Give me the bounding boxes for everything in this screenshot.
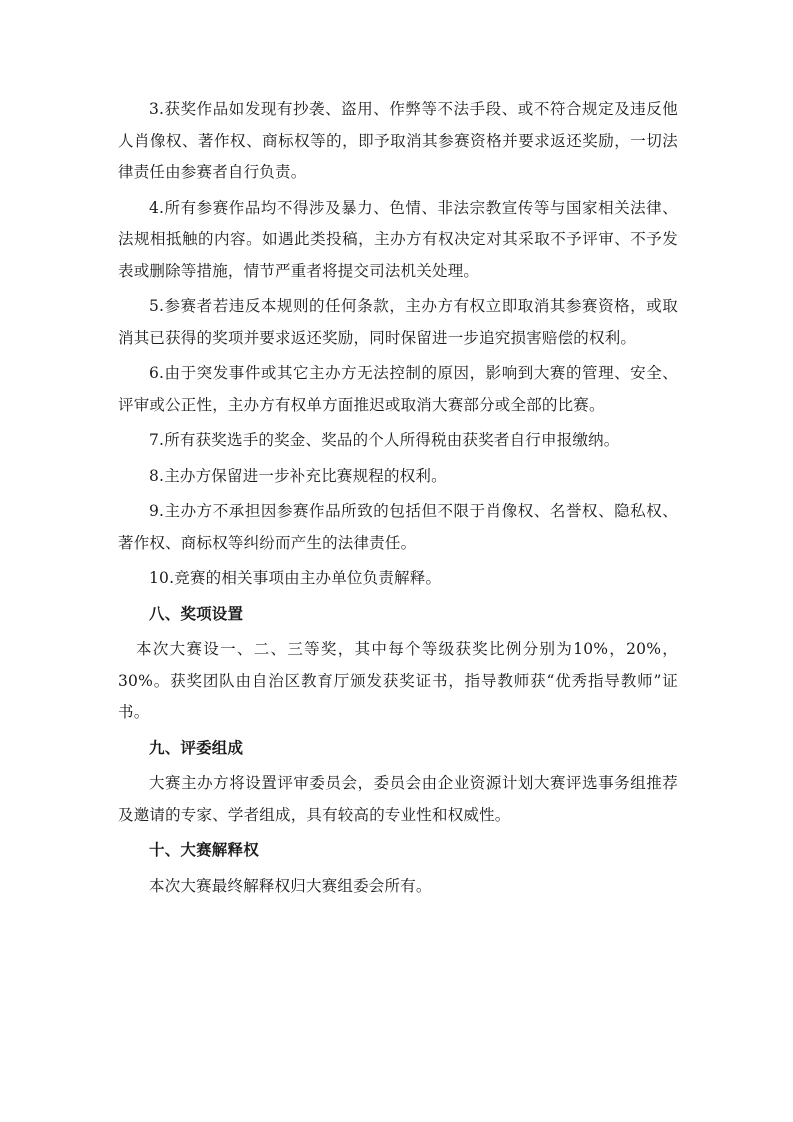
clause-10: 10.竞赛的相关事项由主办单位负责解释。: [149, 569, 442, 587]
clause-4: 4.所有参赛作品均不得涉及暴力、色情、非法宗教宣传等与国家相关法律、法规相抵触的内容。如遇此类投稿，主办方有权决定对其采取不予评审、不予发表或删除等措施，情节严重者将提交司法机关处理。: [118, 198, 678, 280]
section-10-body: 本次大赛最终解释权归大赛组委会所有。: [149, 876, 432, 895]
clause-8: 8.主办方保留进一步补充比赛规程的权利。: [149, 466, 447, 485]
section-9-heading: 九、评委组成: [149, 738, 244, 757]
section-8-body: 本次大赛设一、二、三等奖，其中每个等级获奖比例分别为10%，20%，30%。获奖团队由自治区教育厅颁发获奖证书，指导教师获“优秀指导教师”证书。: [118, 640, 678, 721]
document-body: [118, 94, 678, 906]
section-9-body: 大赛主办方将设置评审委员会，委员会由企业资源计划大赛评选事务组推荐及邀请的专家、学者组成，具有较高的专业性和权威性。: [118, 774, 678, 824]
section-8-heading: 八、奖项设置: [149, 604, 244, 623]
clause-7: 7.所有获奖选手的奖金、奖品的个人所得税由获奖者自行申报缴纳。: [149, 431, 620, 449]
clause-9: 9.主办方不承担因参赛作品所致的包括但不限于肖像权、名誉权、隐私权、著作权、商标权等纠纷而产生的法律责任。: [118, 502, 678, 552]
clause-3: 3.获奖作品如发现有抄袭、盗用、作弊等不法手段、或不符合规定及违反他人肖像权、著作权、商标权等的，即予取消其参赛资格并要求返还奖励，一切法律责任由参赛者自行负责。: [118, 100, 678, 181]
clause-6: 6.由于突发事件或其它主办方无法控制的原因，影响到大赛的管理、安全、评审或公正性，主办方有权单方面推迟或取消大赛部分或全部的比赛。: [118, 364, 678, 414]
clause-5: 5.参赛者若违反本规则的任何条款，主办方有权立即取消其参赛资格，或取消其已获得的奖项并要求返还奖励，同时保留进一步追究损害赔偿的权利。: [118, 297, 678, 347]
section-10-heading: 十、大赛解释权: [149, 841, 259, 859]
